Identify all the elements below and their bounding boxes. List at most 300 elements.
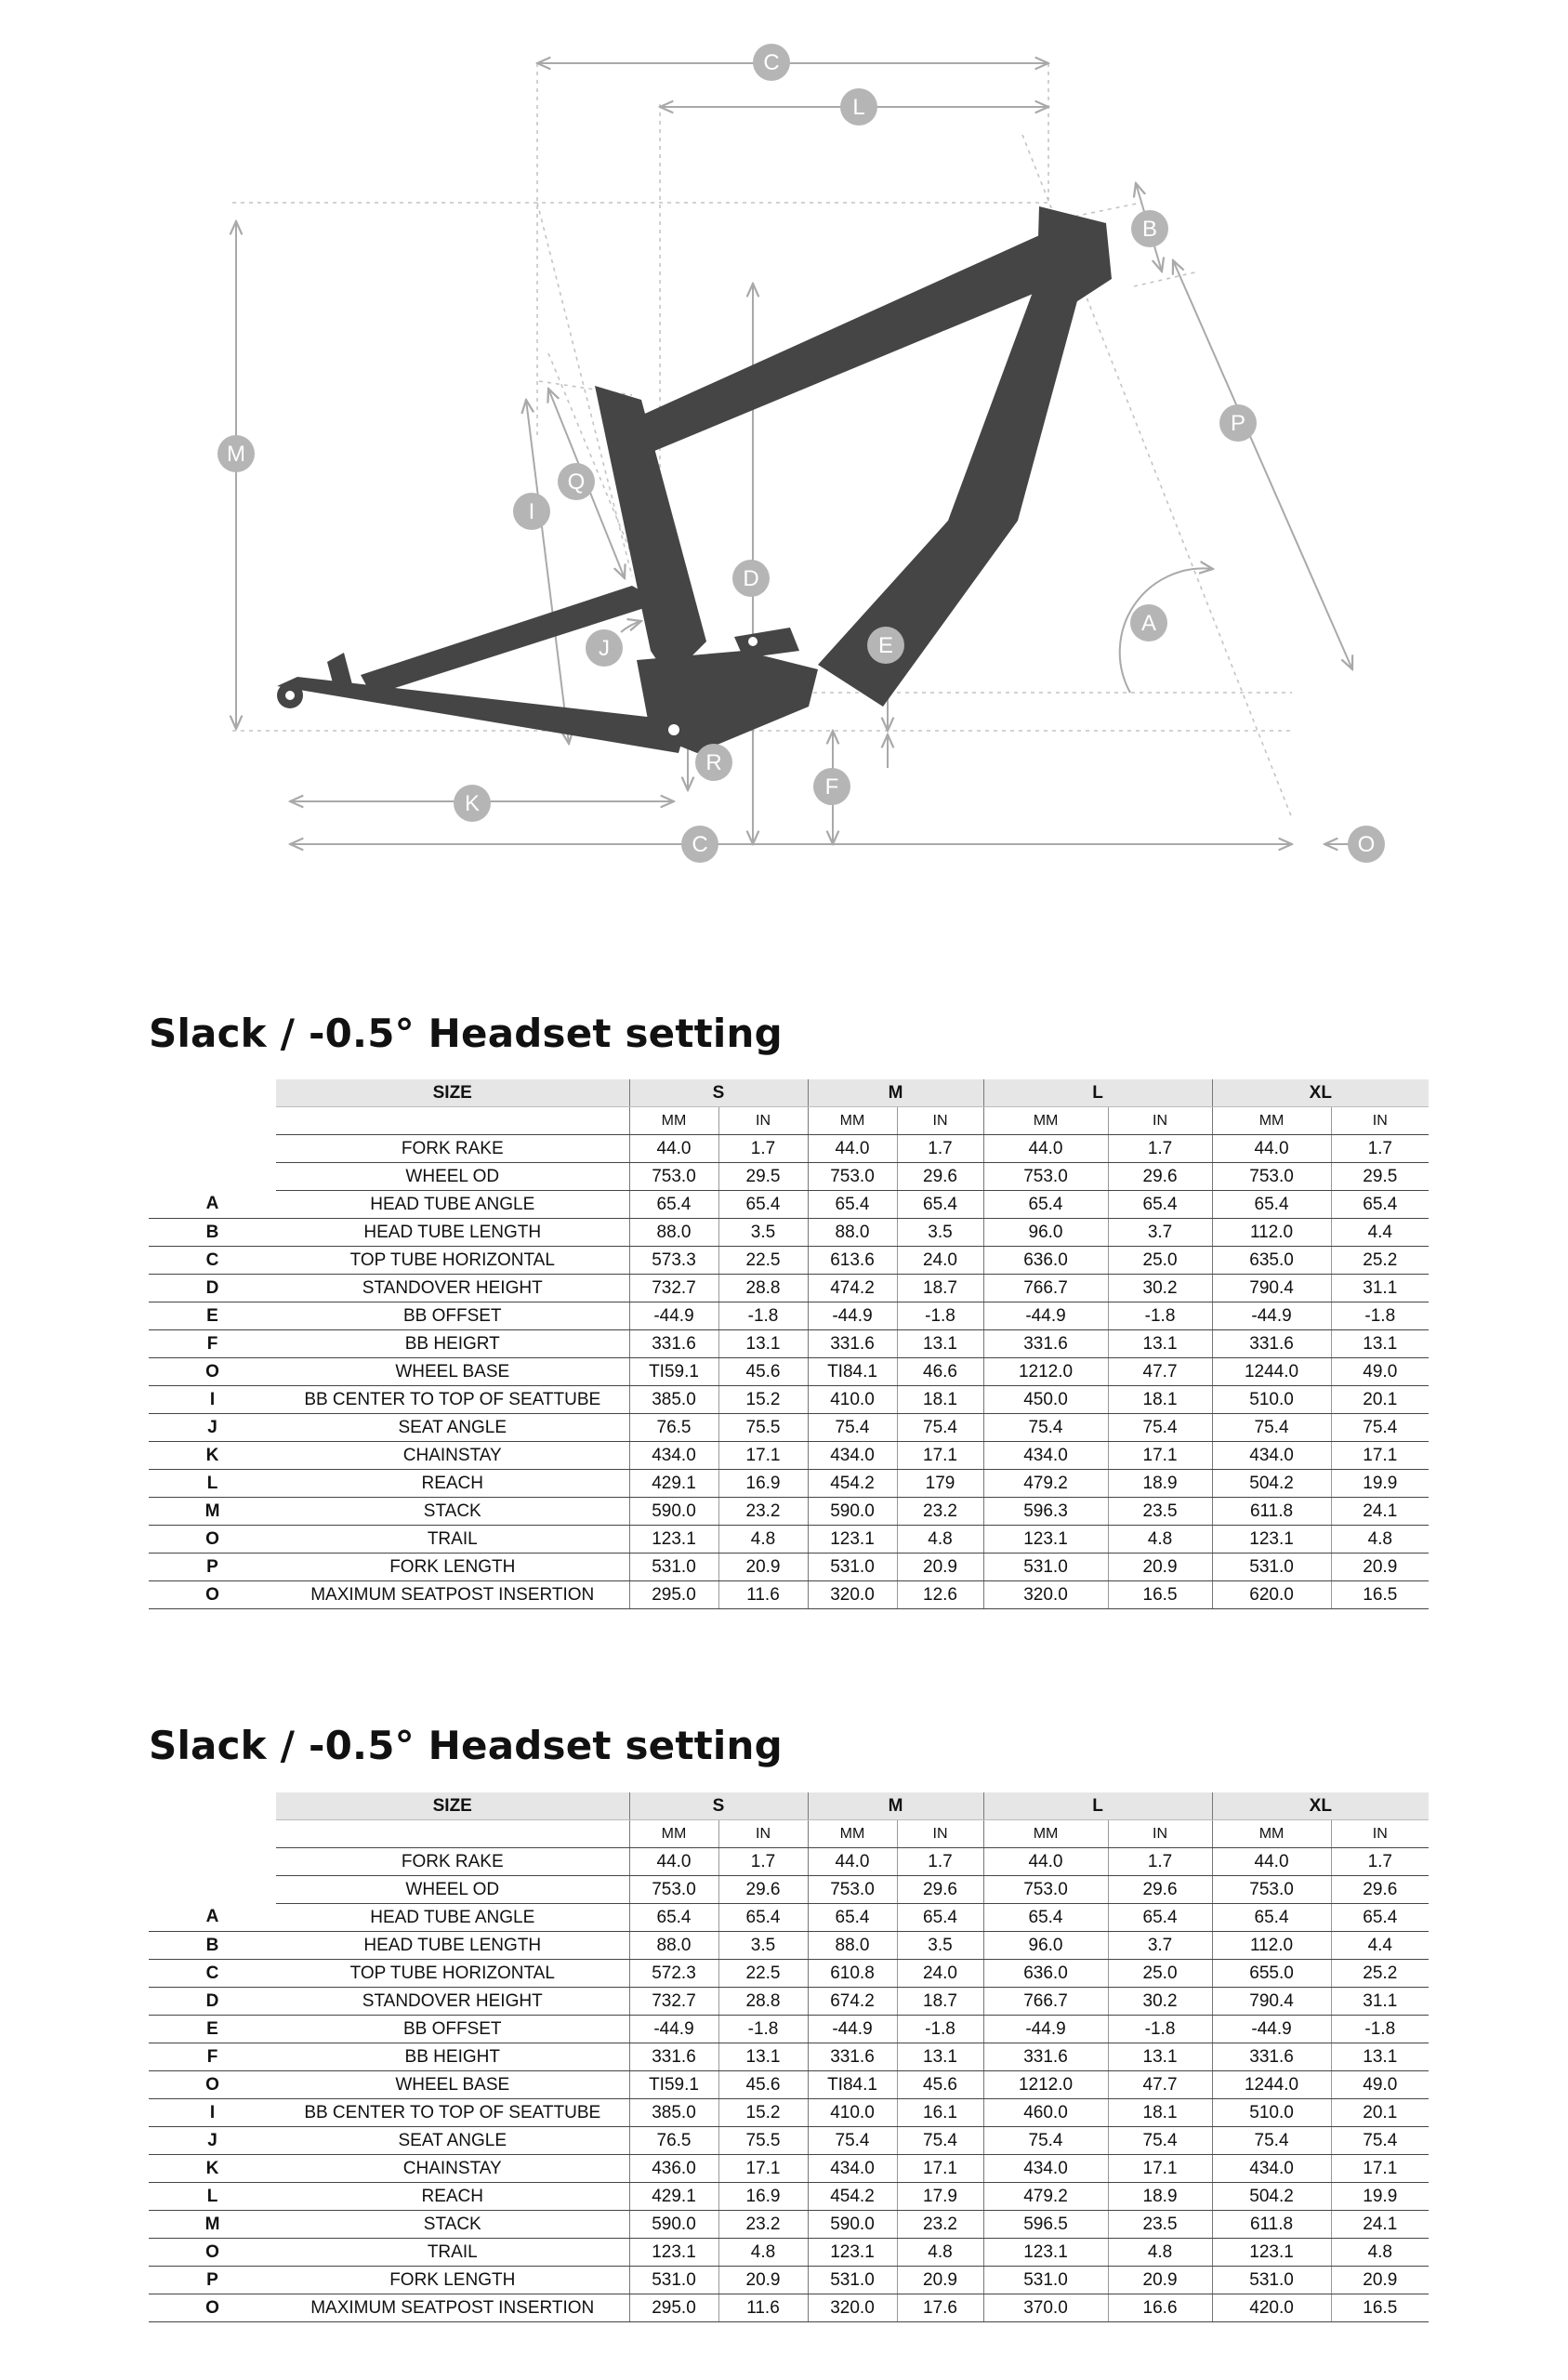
row-name: BB HEIGHT xyxy=(276,2043,629,2071)
svg-text:Q: Q xyxy=(567,469,586,495)
row-value: 75.5 xyxy=(718,1414,808,1442)
row-value: 28.8 xyxy=(718,1275,808,1302)
row-name: STANDOVER HEIGHT xyxy=(276,1988,629,2016)
blank-cell xyxy=(276,1820,629,1848)
row-value: 1.7 xyxy=(718,1135,808,1163)
row-value: 1244.0 xyxy=(1212,1358,1331,1386)
row-value: 4.8 xyxy=(897,2239,983,2267)
row-value: 75.4 xyxy=(983,1414,1108,1442)
table-row xyxy=(149,1302,1429,1330)
row-value: 13.1 xyxy=(1331,2043,1429,2071)
row-value: 331.6 xyxy=(1212,1330,1331,1358)
svg-text:P: P xyxy=(1230,411,1246,436)
row-value: 16.5 xyxy=(1108,1581,1212,1609)
unit-label: IN xyxy=(1108,1107,1212,1135)
row-value: 65.4 xyxy=(1331,1904,1429,1932)
row-value: 674.2 xyxy=(808,1988,897,2016)
table-row xyxy=(149,2043,1429,2071)
row-value: 13.1 xyxy=(897,2043,983,2071)
row-value: 1.7 xyxy=(718,1848,808,1876)
svg-text:M: M xyxy=(227,442,245,467)
row-value: 320.0 xyxy=(808,2294,897,2322)
unit-header-row xyxy=(149,1107,1429,1135)
row-value: 504.2 xyxy=(1212,2183,1331,2211)
row-value: 28.8 xyxy=(718,1988,808,2016)
row-name: MAXIMUM SEATPOST INSERTION xyxy=(276,1581,629,1609)
row-value: 590.0 xyxy=(808,2211,897,2239)
table-row xyxy=(149,1275,1429,1302)
table-row xyxy=(149,1960,1429,1988)
row-value: 531.0 xyxy=(808,1554,897,1581)
row-value: 766.7 xyxy=(983,1988,1108,2016)
row-value: 15.2 xyxy=(718,1386,808,1414)
size-m: M xyxy=(808,1792,983,1820)
row-value: 123.1 xyxy=(629,1526,718,1554)
row-value: -44.9 xyxy=(629,1302,718,1330)
row-value: 3.7 xyxy=(1108,1219,1212,1247)
label-f xyxy=(813,768,850,805)
row-letter: O xyxy=(149,1358,276,1386)
table-row xyxy=(149,2127,1429,2155)
row-value: 16.5 xyxy=(1331,1581,1429,1609)
row-value: 474.2 xyxy=(808,1275,897,1302)
label-p xyxy=(1219,404,1257,442)
geometry-table-2 xyxy=(149,1792,1429,2322)
row-name: SEAT ANGLE xyxy=(276,2127,629,2155)
blank-cell xyxy=(149,1107,276,1135)
row-value: -1.8 xyxy=(897,2016,983,2043)
row-value: 65.4 xyxy=(1212,1904,1331,1932)
row-value: 75.4 xyxy=(1212,1414,1331,1442)
row-value: 572.3 xyxy=(629,1960,718,1988)
row-value: 123.1 xyxy=(1212,2239,1331,2267)
row-letter xyxy=(149,1135,276,1163)
label-r xyxy=(695,744,732,781)
row-value: 23.2 xyxy=(897,2211,983,2239)
table-row xyxy=(149,1470,1429,1498)
row-value: 429.1 xyxy=(629,1470,718,1498)
table-row xyxy=(149,1988,1429,2016)
row-value: 17.9 xyxy=(897,2183,983,2211)
row-value: 65.4 xyxy=(897,1904,983,1932)
size-xl: XL xyxy=(1212,1079,1429,1107)
table-row xyxy=(149,2155,1429,2183)
row-name: WHEEL BASE xyxy=(276,1358,629,1386)
row-value: 18.1 xyxy=(1108,1386,1212,1414)
row-value: 23.2 xyxy=(718,1498,808,1526)
row-name: BB OFFSET xyxy=(276,1302,629,1330)
row-value: 13.1 xyxy=(897,1330,983,1358)
row-value: 123.1 xyxy=(808,2239,897,2267)
row-value: 434.0 xyxy=(808,1442,897,1470)
row-name: BB CENTER TO TOP OF SEATTUBE xyxy=(276,1386,629,1414)
row-letter: K xyxy=(149,1442,276,1470)
size-l: L xyxy=(983,1792,1212,1820)
row-letter: O xyxy=(149,2071,276,2099)
row-value: 790.4 xyxy=(1212,1275,1331,1302)
row-value: 655.0 xyxy=(1212,1960,1331,1988)
row-value: 590.0 xyxy=(808,1498,897,1526)
row-value: 65.4 xyxy=(718,1191,808,1219)
row-value: -1.8 xyxy=(1331,2016,1429,2043)
row-value: 4.8 xyxy=(1331,1526,1429,1554)
table-row xyxy=(149,1191,1429,1219)
row-value: 65.4 xyxy=(1108,1904,1212,1932)
row-value: 3.5 xyxy=(718,1932,808,1960)
row-name: STACK xyxy=(276,1498,629,1526)
row-name: WHEEL OD xyxy=(276,1163,629,1191)
row-name: STANDOVER HEIGHT xyxy=(276,1275,629,1302)
table-row xyxy=(149,2294,1429,2322)
row-value: 531.0 xyxy=(1212,2267,1331,2294)
row-value: 96.0 xyxy=(983,1219,1108,1247)
table-row xyxy=(149,1932,1429,1960)
row-value: 25.2 xyxy=(1331,1960,1429,1988)
label-e xyxy=(867,627,904,664)
row-value: 596.5 xyxy=(983,2211,1108,2239)
row-value: 47.7 xyxy=(1108,1358,1212,1386)
row-value: 479.2 xyxy=(983,1470,1108,1498)
row-value: 4.8 xyxy=(1108,1526,1212,1554)
row-value: 20.9 xyxy=(1331,1554,1429,1581)
row-value: 29.5 xyxy=(1331,1163,1429,1191)
row-value: 331.6 xyxy=(808,2043,897,2071)
table-row xyxy=(149,1247,1429,1275)
row-name: TRAIL xyxy=(276,1526,629,1554)
row-name: SEAT ANGLE xyxy=(276,1414,629,1442)
row-value: 24.0 xyxy=(897,1247,983,1275)
row-letter xyxy=(149,1876,276,1904)
label-c-top xyxy=(753,44,790,81)
row-value: 23.5 xyxy=(1108,1498,1212,1526)
row-value: 331.6 xyxy=(629,1330,718,1358)
row-value: 590.0 xyxy=(629,1498,718,1526)
svg-text:L: L xyxy=(852,95,865,120)
row-value: 24.1 xyxy=(1331,2211,1429,2239)
row-value: 295.0 xyxy=(629,2294,718,2322)
row-value: 44.0 xyxy=(629,1135,718,1163)
row-value: 44.0 xyxy=(983,1135,1108,1163)
row-value: 29.6 xyxy=(1331,1876,1429,1904)
row-value: 454.2 xyxy=(808,1470,897,1498)
row-value: 20.1 xyxy=(1331,2099,1429,2127)
label-a xyxy=(1130,604,1167,641)
row-value: 434.0 xyxy=(1212,2155,1331,2183)
table-row xyxy=(149,1386,1429,1414)
row-value: 1.7 xyxy=(897,1848,983,1876)
row-letter: L xyxy=(149,1470,276,1498)
row-name: MAXIMUM SEATPOST INSERTION xyxy=(276,2294,629,2322)
row-value: 420.0 xyxy=(1212,2294,1331,2322)
row-value: -1.8 xyxy=(1108,1302,1212,1330)
row-name: CHAINSTAY xyxy=(276,1442,629,1470)
row-value: 24.0 xyxy=(897,1960,983,1988)
row-letter xyxy=(149,1163,276,1191)
row-value: 434.0 xyxy=(808,2155,897,2183)
dimension-labels xyxy=(217,44,1385,863)
row-value: 123.1 xyxy=(983,2239,1108,2267)
row-value: 76.5 xyxy=(629,2127,718,2155)
row-letter: A xyxy=(149,1904,276,1932)
row-letter: E xyxy=(149,2016,276,2043)
table-1-title: Slack / -0.5° Headset setting xyxy=(149,1011,783,1056)
row-value: 636.0 xyxy=(983,1960,1108,1988)
row-value: 531.0 xyxy=(629,1554,718,1581)
row-value: 44.0 xyxy=(1212,1135,1331,1163)
row-value: 1.7 xyxy=(1108,1135,1212,1163)
row-value: 25.0 xyxy=(1108,1247,1212,1275)
unit-label: IN xyxy=(718,1107,808,1135)
frame-geometry-diagram xyxy=(0,0,1568,892)
row-value: 610.8 xyxy=(808,1960,897,1988)
row-value: 75.4 xyxy=(808,2127,897,2155)
label-b xyxy=(1131,210,1168,247)
row-value: 29.6 xyxy=(897,1163,983,1191)
label-c-bottom xyxy=(681,826,718,863)
row-value: 331.6 xyxy=(808,1330,897,1358)
row-value: -1.8 xyxy=(718,2016,808,2043)
row-value: 410.0 xyxy=(808,1386,897,1414)
row-value: 753.0 xyxy=(1212,1163,1331,1191)
row-value: 13.1 xyxy=(718,2043,808,2071)
unit-label: MM xyxy=(629,1820,718,1848)
row-value: -1.8 xyxy=(1331,1302,1429,1330)
row-value: 29.6 xyxy=(718,1876,808,1904)
size-l: L xyxy=(983,1079,1212,1107)
row-value: 429.1 xyxy=(629,2183,718,2211)
row-name: WHEEL OD xyxy=(276,1876,629,1904)
row-name: REACH xyxy=(276,2183,629,2211)
row-name: HEAD TUBE LENGTH xyxy=(276,1219,629,1247)
row-value: 450.0 xyxy=(983,1386,1108,1414)
row-value: 590.0 xyxy=(629,2211,718,2239)
row-value: 75.4 xyxy=(897,1414,983,1442)
table-row xyxy=(149,1442,1429,1470)
row-value: 17.1 xyxy=(1331,2155,1429,2183)
row-value: -1.8 xyxy=(1108,2016,1212,2043)
row-value: 766.7 xyxy=(983,1275,1108,1302)
row-value: 88.0 xyxy=(629,1219,718,1247)
row-value: 4.4 xyxy=(1331,1219,1429,1247)
label-d xyxy=(732,560,770,597)
row-value: 17.6 xyxy=(897,2294,983,2322)
row-value: 11.6 xyxy=(718,1581,808,1609)
row-value: 29.6 xyxy=(1108,1163,1212,1191)
svg-text:F: F xyxy=(824,774,839,800)
row-value: 620.0 xyxy=(1212,1581,1331,1609)
row-value: 16.9 xyxy=(718,2183,808,2211)
unit-label: IN xyxy=(897,1107,983,1135)
row-value: 24.1 xyxy=(1331,1498,1429,1526)
unit-label: MM xyxy=(1212,1107,1331,1135)
row-value: 504.2 xyxy=(1212,1470,1331,1498)
row-value: 20.9 xyxy=(718,1554,808,1581)
size-xl: XL xyxy=(1212,1792,1429,1820)
geometry-table-1 xyxy=(149,1079,1429,1609)
row-value: 17.1 xyxy=(1331,1442,1429,1470)
row-value: -44.9 xyxy=(1212,1302,1331,1330)
row-letter: M xyxy=(149,2211,276,2239)
row-value: 4.8 xyxy=(718,1526,808,1554)
row-value: 790.4 xyxy=(1212,1988,1331,2016)
row-value: 45.6 xyxy=(897,2071,983,2099)
row-value: 3.5 xyxy=(897,1219,983,1247)
svg-text:D: D xyxy=(743,566,759,591)
row-value: 3.7 xyxy=(1108,1932,1212,1960)
row-value: 16.5 xyxy=(1331,2294,1429,2322)
row-letter: B xyxy=(149,1219,276,1247)
label-m xyxy=(217,435,255,472)
table-row xyxy=(149,1163,1429,1191)
row-value: 753.0 xyxy=(808,1163,897,1191)
size-label: SIZE xyxy=(276,1079,629,1107)
row-name: TOP TUBE HORIZONTAL xyxy=(276,1960,629,1988)
unit-label: IN xyxy=(897,1820,983,1848)
row-value: 25.2 xyxy=(1331,1247,1429,1275)
row-value: 1212.0 xyxy=(983,1358,1108,1386)
row-name: WHEEL BASE xyxy=(276,2071,629,2099)
table-row xyxy=(149,2267,1429,2294)
row-value: 320.0 xyxy=(983,1581,1108,1609)
row-value: 331.6 xyxy=(983,2043,1108,2071)
row-letter: D xyxy=(149,1988,276,2016)
row-value: 460.0 xyxy=(983,2099,1108,2127)
row-value: 15.2 xyxy=(718,2099,808,2127)
row-value: 20.1 xyxy=(1331,1386,1429,1414)
label-text: C xyxy=(763,50,780,75)
row-value: TI84.1 xyxy=(808,1358,897,1386)
row-value: 331.6 xyxy=(983,1330,1108,1358)
row-value: 19.9 xyxy=(1331,1470,1429,1498)
row-value: -44.9 xyxy=(629,2016,718,2043)
row-letter: F xyxy=(149,2043,276,2071)
row-value: 636.0 xyxy=(983,1247,1108,1275)
svg-text:R: R xyxy=(705,750,722,775)
row-value: 753.0 xyxy=(629,1163,718,1191)
label-l xyxy=(840,88,877,126)
row-value: -1.8 xyxy=(718,1302,808,1330)
row-value: 65.4 xyxy=(808,1191,897,1219)
row-name: BB HEIGRT xyxy=(276,1330,629,1358)
row-value: 613.6 xyxy=(808,1247,897,1275)
blank-cell xyxy=(149,1079,276,1107)
row-value: 45.6 xyxy=(718,1358,808,1386)
row-value: 179 xyxy=(897,1470,983,1498)
row-letter: D xyxy=(149,1275,276,1302)
table-row xyxy=(149,1330,1429,1358)
unit-label: IN xyxy=(1331,1820,1429,1848)
row-value: 75.4 xyxy=(897,2127,983,2155)
row-name: HEAD TUBE ANGLE xyxy=(276,1904,629,1932)
row-value: 29.6 xyxy=(1108,1876,1212,1904)
row-value: 123.1 xyxy=(808,1526,897,1554)
row-letter: O xyxy=(149,2294,276,2322)
row-value: 75.4 xyxy=(808,1414,897,1442)
row-value: 13.1 xyxy=(1108,2043,1212,2071)
row-value: 16.1 xyxy=(897,2099,983,2127)
row-value: 20.9 xyxy=(897,1554,983,1581)
table-row xyxy=(149,1526,1429,1554)
row-value: 13.1 xyxy=(718,1330,808,1358)
blank-cell xyxy=(149,1792,276,1820)
table-row xyxy=(149,1904,1429,1932)
row-letter: J xyxy=(149,2127,276,2155)
row-letter: P xyxy=(149,1554,276,1581)
unit-label: MM xyxy=(1212,1820,1331,1848)
size-s: S xyxy=(629,1079,808,1107)
svg-text:A: A xyxy=(1140,611,1157,636)
row-value: 18.7 xyxy=(897,1275,983,1302)
row-value: 23.2 xyxy=(718,2211,808,2239)
row-value: 112.0 xyxy=(1212,1932,1331,1960)
row-value: 65.4 xyxy=(808,1904,897,1932)
row-value: 434.0 xyxy=(983,1442,1108,1470)
row-value: 18.1 xyxy=(897,1386,983,1414)
row-value: 17.1 xyxy=(1108,2155,1212,2183)
row-value: 22.5 xyxy=(718,1960,808,1988)
row-value: 123.1 xyxy=(1212,1526,1331,1554)
row-value: 29.5 xyxy=(718,1163,808,1191)
size-header-row xyxy=(149,1792,1429,1820)
row-value: 434.0 xyxy=(629,1442,718,1470)
row-value: 732.7 xyxy=(629,1988,718,2016)
row-letter: C xyxy=(149,1247,276,1275)
table-row xyxy=(149,1219,1429,1247)
row-value: 479.2 xyxy=(983,2183,1108,2211)
row-value: 65.4 xyxy=(1212,1191,1331,1219)
row-value: 1.7 xyxy=(1108,1848,1212,1876)
table-row xyxy=(149,2099,1429,2127)
row-name: HEAD TUBE ANGLE xyxy=(276,1191,629,1219)
row-value: 65.4 xyxy=(897,1191,983,1219)
row-value: 17.1 xyxy=(718,1442,808,1470)
row-letter: I xyxy=(149,1386,276,1414)
row-letter xyxy=(149,1848,276,1876)
row-letter: F xyxy=(149,1330,276,1358)
size-label: SIZE xyxy=(276,1792,629,1820)
row-value: 20.9 xyxy=(897,2267,983,2294)
row-value: 434.0 xyxy=(983,2155,1108,2183)
row-value: 436.0 xyxy=(629,2155,718,2183)
row-value: 12.6 xyxy=(897,1581,983,1609)
row-letter: M xyxy=(149,1498,276,1526)
bike-frame xyxy=(277,206,1112,753)
row-value: 31.1 xyxy=(1331,1988,1429,2016)
row-value: 16.9 xyxy=(718,1470,808,1498)
row-value: 596.3 xyxy=(983,1498,1108,1526)
unit-label: IN xyxy=(1331,1107,1429,1135)
row-value: 331.6 xyxy=(629,2043,718,2071)
row-letter: J xyxy=(149,1414,276,1442)
row-value: 19.9 xyxy=(1331,2183,1429,2211)
row-value: 434.0 xyxy=(1212,1442,1331,1470)
row-value: -44.9 xyxy=(983,2016,1108,2043)
row-value: 510.0 xyxy=(1212,1386,1331,1414)
row-value: 18.9 xyxy=(1108,2183,1212,2211)
unit-header-row xyxy=(149,1820,1429,1848)
row-value: 573.3 xyxy=(629,1247,718,1275)
row-name: TRAIL xyxy=(276,2239,629,2267)
row-value: 49.0 xyxy=(1331,2071,1429,2099)
label-j xyxy=(586,629,623,667)
svg-text:E: E xyxy=(877,633,894,658)
svg-text:B: B xyxy=(1141,217,1158,242)
row-letter: B xyxy=(149,1932,276,1960)
table-row xyxy=(149,2183,1429,2211)
row-value: 44.0 xyxy=(808,1848,897,1876)
row-value: 20.9 xyxy=(1108,1554,1212,1581)
row-value: 531.0 xyxy=(629,2267,718,2294)
